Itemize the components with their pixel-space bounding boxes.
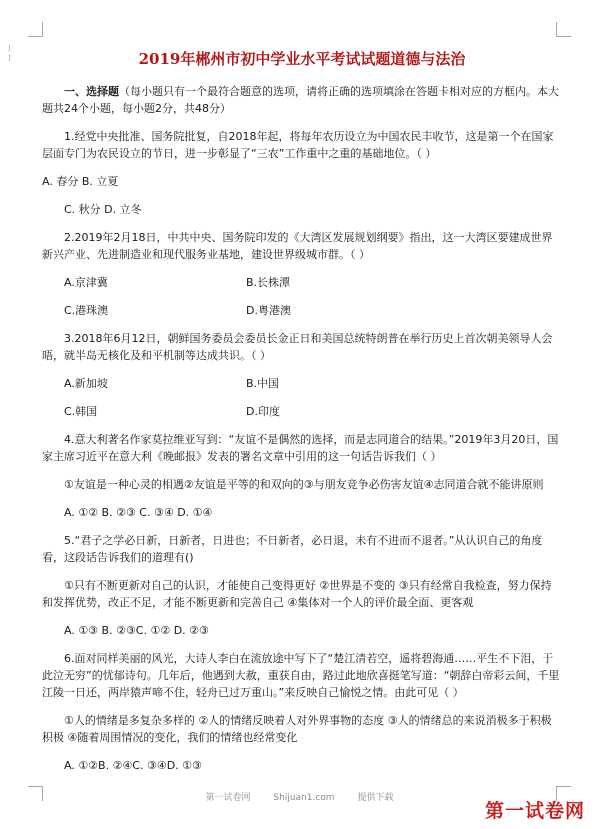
question-3-stem: 3.2018年6月12日，朝鲜国务委员会委员长金正日和美国总统特朗普在举行历史上首次朝美领导人会晤，就半岛无核化及和平机制等达成共识。（ ） [42, 332, 553, 362]
crop-mark-top-right [556, 22, 571, 37]
option-c: C.韩国 [64, 405, 98, 418]
question-6-stem: 6.面对同样美丽的风光，大诗人李白在流放途中写下了“楚江清若空，遥将碧海通……平生不下泪，于此泣无穷”的忧郁诗句。几年后，他遇到大赦，重获自由，路过此地欣喜挺笔写道：“朝辞白帝彩云间，千里江陵一日还，两岸猿声啼不住，轻舟已过万重山。”来反映自己愉悦之情。由此可见（ ） [42, 652, 560, 699]
option-b: B.长株潭 [246, 276, 291, 289]
section-heading: 一、选择题 [64, 85, 119, 98]
question-2-options-row-2 [42, 302, 562, 319]
question-4-stem: 4.意大利著名作家莫拉维亚写到：“友谊不是偶然的选择，而是志同道合的结果。”2019年3月20日，国家主席习近平在意大利《晚邮报》发表的署名文章中引用的这一句话告诉我们（ ） [42, 433, 559, 463]
section-description: （每小题只有一个最符合题意的选项，请将正确的选项填涂在答题卡相对应的方框内。本大题共24个小题，每小题2分，共48分） [42, 85, 559, 115]
option-c: C.港珠澳 [64, 304, 109, 317]
question-5-options: A. ①③ B. ②③C. ①② D. ②③ [64, 624, 209, 637]
question-4-options: A. ①② B. ②③ C. ③④ D. ①④ [64, 506, 213, 519]
question-4-items: ①友谊是一种心灵的相遇②友谊是平等的和双向的③与朋友竞争必伤害友谊④志同道合就不能讲原则 [64, 478, 544, 491]
option-b: B.中国 [246, 377, 280, 390]
document-page [42, 48, 562, 774]
footer-site-url: Shijuan1.com [273, 793, 335, 803]
question-2-options-row-1 [42, 274, 562, 291]
question-6-options: A. ①②B. ②④C. ③④D. ①③ [64, 759, 202, 772]
section-intro [42, 83, 562, 117]
option-d: D.粤港澳 [246, 304, 291, 317]
option-a: A.京津冀 [64, 276, 108, 289]
question-3-options-row-2 [42, 403, 562, 420]
crop-mark-top-left [28, 22, 43, 37]
brand-watermark: 第一试卷网 [484, 800, 585, 822]
question-5-stem: 5.“君子之学必日新，日新者，日进也；不日新者，必日退，未有不进而不退者。”从认识自己的角度看，这段话告诉我们的道理有() [42, 534, 543, 564]
footer-download-text: 提供下载 [357, 793, 394, 803]
question-5-items: ①只有不断更新对自己的认识，才能使自己变得更好 ②世界是不变的 ③只有经常自我检查，努力保持和发挥优势，改正不足，才能不断更新和完善自己 ④集体对一个人的评价最全面、更客观 [42, 579, 552, 609]
question-1-options-cd: C. 秋分 D. 立冬 [64, 203, 142, 216]
option-d: D.印度 [246, 405, 280, 418]
question-3-options-row-1 [42, 375, 562, 392]
question-1-options-ab: A. 春分 B. 立夏 [42, 175, 119, 188]
drag-handle-icon[interactable]: ⁞ ⁞ [8, 44, 12, 64]
question-6-items: ①人的情绪是多复杂多样的 ②人的情绪反映着人对外界事物的态度 ③人的情绪总的来说消极多于积极积极 ④随着周围情况的变化，我们的情绪也经常变化 [42, 714, 552, 744]
option-a: A.新加坡 [64, 377, 108, 390]
question-2-stem: 2.2019年2月18日，中共中央、国务院印发的《大湾区发展规划纲要》指出，这一大湾区要建成世界新兴产业、先进制造业和现代服务业基地，建设世界级城市群。（ ） [42, 231, 553, 261]
page-title: 2019年郴州市初中学业水平考试试题道德与法治 [138, 50, 466, 68]
footer-site-name: 第一试卷网 [205, 793, 251, 803]
question-1-stem: 1.经党中央批准、国务院批复，自2018年起，将每年农历设立为中国农民丰收节，这是第一个在国家层面专门为农民设立的节日，进一步彰显了“三农”工作重中之重的基础地位。（ ） [42, 130, 554, 160]
